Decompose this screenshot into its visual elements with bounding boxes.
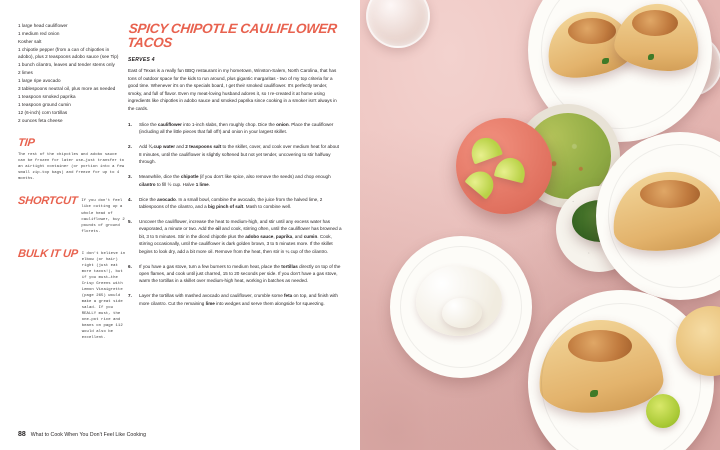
page-number: 88 xyxy=(18,431,26,438)
list-item: Dice the avocado. In a small bowl, combine the avocado, the juice from the halved lime, 2 tablespoons of the cilantro, and a big pinch of salt. Mash to combine well. xyxy=(139,196,323,209)
list-item: 2 limes xyxy=(18,70,33,76)
list-item: Layer the tortillas with mashed avocado and cauliflower, crumble some feta on top, and finish with more cilantro. Cut the remaining lime into wedges and serve them alongside for squeezing. xyxy=(139,293,338,306)
note-tip xyxy=(18,138,126,182)
list-item: Slice the cauliflower into 1-inch slabs, then roughly chop. Dice the onion. Place the cauliflower (including all the little pieces that fall off!) and onion in your largest skillet. xyxy=(139,121,334,135)
lime-half xyxy=(646,394,680,428)
taco-filling xyxy=(632,10,678,36)
list-item: 1 bunch cilantro, leaves and tender stems only xyxy=(18,62,115,68)
list-item: If you have a gas stove, turn a few burners to medium heat, place the tortillas directly on top of the open flames, and cook until just charred, 15 to 20 seconds per side. If you don't have a gas stove, warm the tortillas in a skillet over medium-high heat, working in batches as needed. xyxy=(139,263,341,284)
taco xyxy=(611,0,704,76)
taco xyxy=(534,315,666,417)
crumbled-feta xyxy=(416,266,502,336)
cilantro-garnish xyxy=(648,54,654,60)
right-photo-page xyxy=(360,0,720,450)
note-body: The rest of the chipotles and adobo sauce can be frozen for later use—just transfer to an airtight container (or portion into a few small zip-top bags) and freeze for up to 4 months. xyxy=(18,153,125,182)
lime-plate xyxy=(456,118,552,214)
recipe-headnote: East of Texas is a really fun BBQ restaurant in my hometown, Winston-Salem, North Carolina, that has tons of outdoor space for the kids to run around, plus gigantic margaritas - two of my top criteria for a good time. Whenever it's on the specials board, I get their smoked cauliflower. It's perfectly tender, smoky, and full of flavor. Even my meat-loving husband adores it, so I re-created it at home using ingredients like chipotles in adobo sauce and smoked paprika since cooking in a smoker isn't always in the cards. xyxy=(128,68,337,111)
cilantro-garnish xyxy=(590,390,598,397)
crumbled-feta xyxy=(442,298,482,328)
running-title: What to Cook When You Don't Feel Like Cooking xyxy=(30,432,147,438)
note-heading: TIP xyxy=(17,137,36,150)
list-item: 3 tablespoons neutral oil, plus more as needed xyxy=(18,86,116,91)
list-item: Uncover the cauliflower, increase the heat to medium-high, and stir until any excess water has evaporated, a minute or two. Add the oil and cook, stirring often, until the cauliflower has browned a bit, 3 to 5 minutes. Stir in the diced chipotle plus the adobo sauce, paprika, and cumin. Cook, stirring occasionally, until the cauliflower is dark golden brown, 3 to 5 minutes more. If the skillet begins to look dry, add a bit more oil. Remove from the heat, then stir in ¼ cup of the cilantro. xyxy=(139,218,342,254)
note-body: If you don't feel like cutting up a whole head of cauliflower, buy 2 pounds of ground florets. xyxy=(81,199,125,234)
taco-filling xyxy=(568,330,632,362)
note-shortcut xyxy=(18,196,126,234)
list-item: 1 medium red onion xyxy=(18,30,60,36)
serves-label: SERVES 4 xyxy=(128,57,155,64)
list-item: 1 teaspoon ground cumin xyxy=(18,101,71,107)
list-item: 12 (6-inch) corn tortillas xyxy=(18,109,68,115)
taco-filling xyxy=(568,18,616,44)
page-footer xyxy=(18,431,146,438)
recipe-column xyxy=(128,22,342,315)
note-body: I don't believe in elbow (or hair) right (just eat more tacos!), but if you must—the Crisp Greens with Lemon Vinaigrette (page 265) would make a great side salad. If you REALLY must, the one-pot rice and beans on page 112 would also be excellent. xyxy=(81,251,126,341)
lime-wedge xyxy=(494,155,528,184)
list-item: Meanwhile, dice the chipotle (if you don't like spice, also remove the seeds) and chop enough cilantro to fill ½ cup. Halve 1 lime. xyxy=(139,174,331,187)
lime-wedge xyxy=(467,134,503,165)
page-title: SPICY CHIPOTLE CAULIFLOWER TACOS xyxy=(126,21,338,51)
ingredient-list xyxy=(18,22,126,124)
note-bulk-it-up xyxy=(18,249,126,342)
list-item: 2 ounces feta cheese xyxy=(18,117,63,123)
list-item: Kosher salt xyxy=(18,38,42,44)
note-heading: BULK IT UP xyxy=(17,247,79,260)
taco xyxy=(540,4,637,84)
feta-plate xyxy=(390,236,532,378)
taco xyxy=(608,166,720,255)
cilantro-garnish xyxy=(602,58,609,64)
note-heading: SHORTCUT xyxy=(17,195,78,208)
instruction-list xyxy=(128,121,342,307)
list-item: Add ¼ cup water and 2 teaspoons salt to the skillet, cover, and cook over medium heat for about 8 minutes, until the cauliflower is slightly softened but not yet tender, uncovering to stir halfway through. xyxy=(139,144,339,165)
list-item: 1 chipotle pepper (from a can of chipotles in adobo), plus 2 teaspoons adobo sauce (see Tip) xyxy=(18,46,119,60)
list-item: 1 teaspoon smoked paprika xyxy=(18,93,76,99)
list-item: 1 large ripe avocado xyxy=(18,78,61,84)
list-item: 1 large head cauliflower xyxy=(18,23,68,28)
taco-filling xyxy=(640,180,700,208)
